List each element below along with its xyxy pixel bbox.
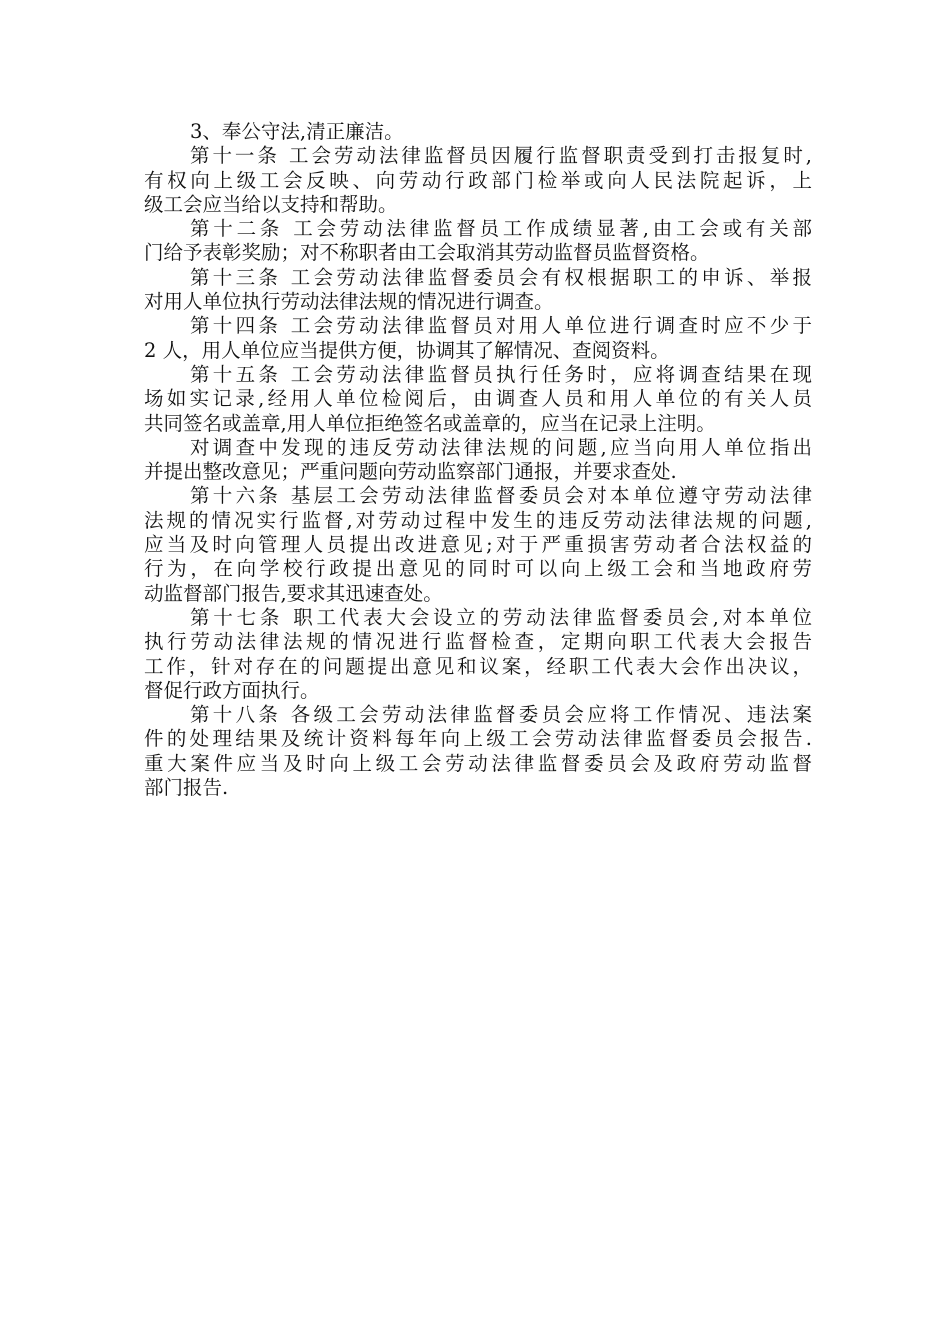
- text-line: 第十三条 工会劳动法律监督委员会有权根据职工的申诉、举报: [190, 265, 812, 289]
- text-line: 督促行政方面执行。: [144, 678, 320, 702]
- text-line: 第十一条 工会劳动法律监督员因履行监督职责受到打击报复时,: [190, 144, 812, 168]
- document-body: [144, 120, 812, 800]
- text-line: 有权向上级工会反映、向劳动行政部门检举或向人民法院起诉，上: [144, 168, 812, 192]
- text-line: 第十四条 工会劳动法律监督员对用人单位进行调查时应不少于: [190, 314, 812, 338]
- text-line: 工作，针对存在的问题提出意见和议案，经职工代表大会作出决议，: [144, 654, 812, 678]
- text-line: 对用人单位执行劳动法律法规的情况进行调查。: [144, 290, 554, 314]
- text-line: 第十八条 各级工会劳动法律监督委员会应将工作情况、违法案: [190, 703, 812, 727]
- text-line: 并提出整改意见；严重问题向劳动监察部门通报，并要求查处.: [144, 460, 677, 484]
- text-line: 动监督部门报告,要求其迅速查处。: [144, 581, 443, 605]
- text-line: 重大案件应当及时向上级工会劳动法律监督委员会及政府劳动监督: [144, 751, 812, 775]
- text-line: 场如实记录,经用人单位检阅后，由调查人员和用人单位的有关人员: [144, 387, 812, 411]
- text-line: 部门报告.: [144, 776, 229, 800]
- text-line: 第十七条 职工代表大会设立的劳动法律监督委员会,对本单位: [190, 605, 812, 629]
- text-line: 执行劳动法律法规的情况进行监督检查，定期向职工代表大会报告: [144, 630, 812, 654]
- text-line: 2 人，用人单位应当提供方便，协调其了解情况、查阅资料。: [144, 338, 670, 362]
- text-line: 共同签名或盖章,用人单位拒绝签名或盖章的，应当在记录上注明。: [144, 411, 716, 435]
- text-line: 行为，在向学校行政提出意见的同时可以向上级工会和当地政府劳: [144, 557, 812, 581]
- text-line: 对调查中发现的违反劳动法律法规的问题,应当向用人单位指出: [190, 435, 812, 459]
- text-line: 法规的情况实行监督,对劳动过程中发生的违反劳动法律法规的问题,: [144, 508, 812, 532]
- text-line: 3、奉公守法,清正廉洁。: [190, 120, 404, 143]
- text-line: 第十五条 工会劳动法律监督员执行任务时，应将调查结果在现: [190, 362, 812, 386]
- text-line: 第十二条 工会劳动法律监督员工作成绩显著,由工会或有关部: [190, 217, 812, 241]
- text-line: 级工会应当给以支持和帮助。: [144, 192, 398, 216]
- text-line: 件的处理结果及统计资料每年向上级工会劳动法律监督委员会报告.: [144, 727, 812, 751]
- text-line: 第十六条 基层工会劳动法律监督委员会对本单位遵守劳动法律: [190, 484, 812, 508]
- text-line: 应当及时向管理人员提出改进意见;对于严重损害劳动者合法权益的: [144, 533, 812, 557]
- text-line: 门给予表彰奖励；对不称职者由工会取消其劳动监督员监督资格。: [144, 241, 710, 265]
